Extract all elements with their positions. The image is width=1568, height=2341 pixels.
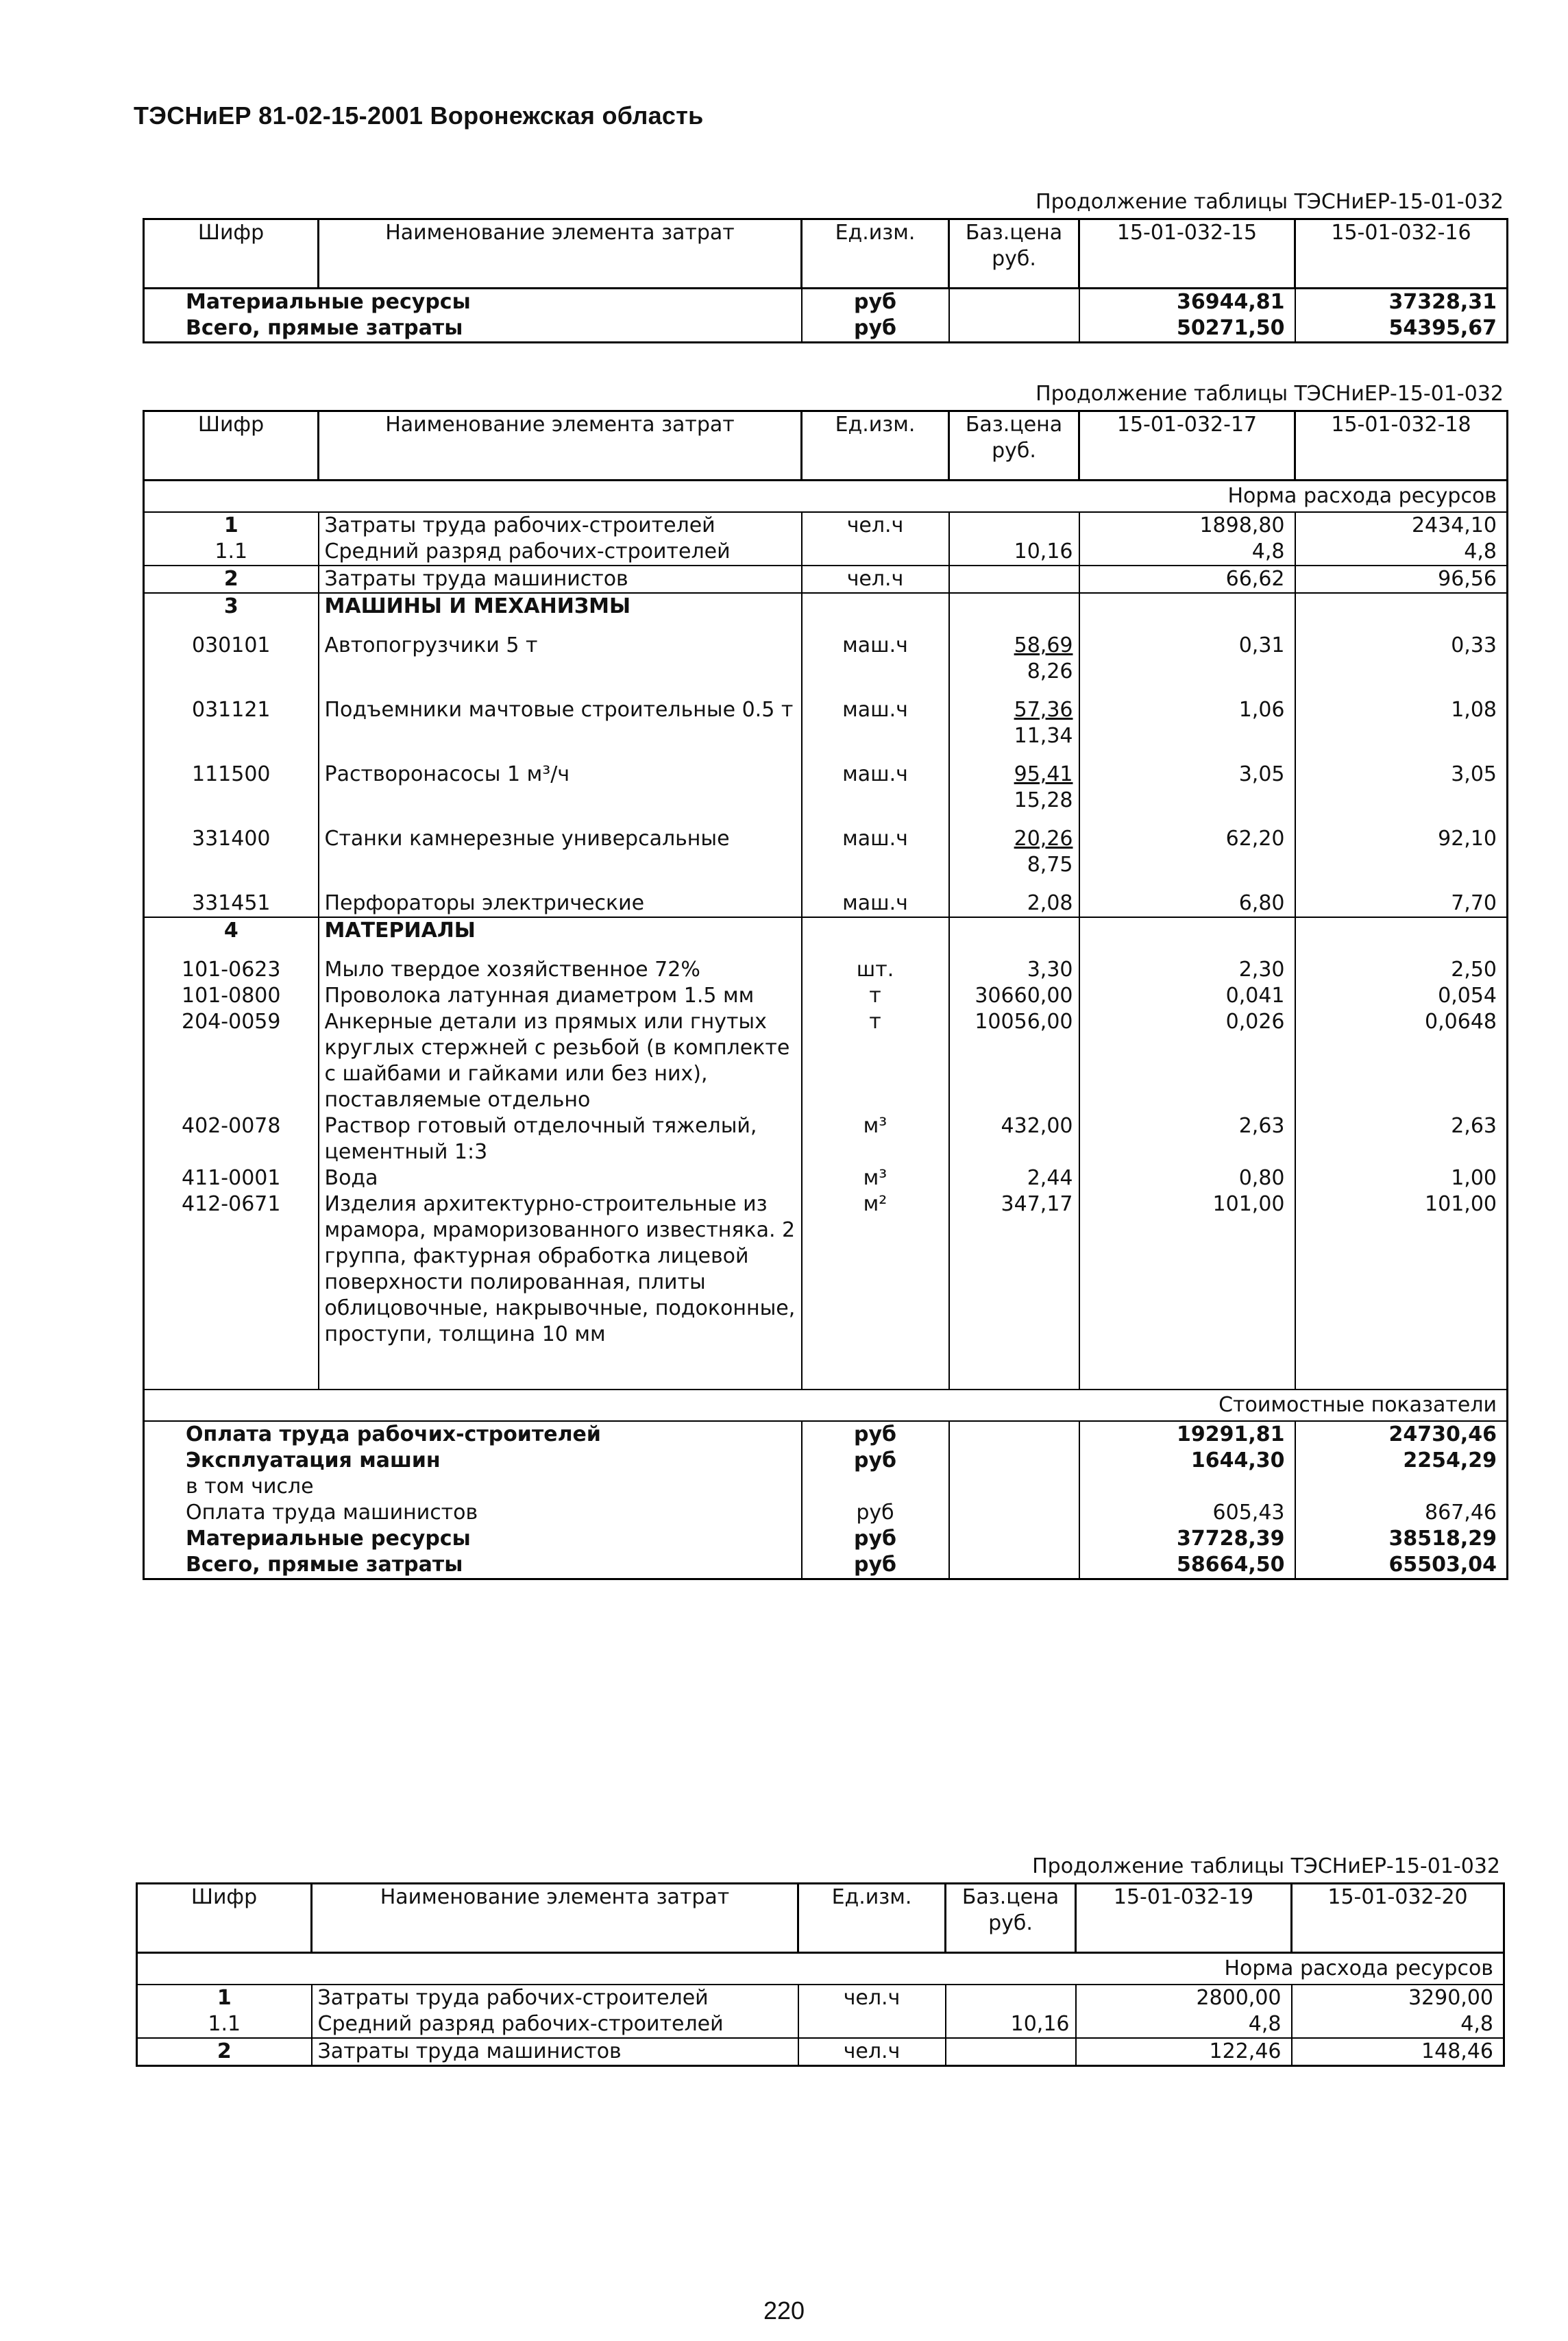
cell-unit: маш.ч: [802, 890, 949, 917]
resource-row: [144, 1113, 1508, 1165]
cell-price: [949, 1191, 1079, 1348]
summary-value-a: [1079, 1474, 1295, 1500]
cell-code: 3: [144, 593, 319, 633]
cell-value-b: 96,56: [1295, 566, 1508, 593]
summary-price: [949, 1552, 1079, 1579]
cell-name: Затраты труда машинистов: [312, 2038, 798, 2066]
cell-value-a: 0,31: [1079, 633, 1295, 697]
cell-price: [946, 2038, 1076, 2066]
cell-name: Затраты труда рабочих-строителей: [312, 1985, 798, 2011]
cell-price: [949, 983, 1079, 1009]
cell-price: [949, 762, 1079, 826]
summary-row: [144, 1421, 1508, 1448]
summary-name: Всего, прямые затраты: [186, 316, 463, 340]
cell-unit: маш.ч: [802, 633, 949, 697]
cell-value-a: 101,00: [1079, 1191, 1295, 1348]
summary-name: Материальные ресурсы: [186, 1527, 471, 1551]
cell-code: 101-0623: [182, 958, 281, 982]
cell-value-b: 3,05: [1295, 762, 1508, 826]
cell-code: 2: [137, 2038, 312, 2066]
resource-row: [144, 633, 1508, 697]
summary-value-b: 867,46: [1295, 1500, 1508, 1526]
cell-price: [949, 917, 1079, 957]
section-heading-row: [144, 593, 1508, 633]
cell-price: [949, 633, 1079, 697]
summary-value-b: [1295, 1474, 1508, 1500]
cell-code: 030101: [191, 633, 271, 657]
cell-value-a: 0,80: [1079, 1165, 1295, 1191]
col-header-name: Наименование элемента затрат: [319, 411, 802, 481]
cell-code: 1: [217, 1986, 232, 2010]
cell-price: [949, 697, 1079, 762]
cell-unit: чел.ч: [802, 566, 949, 593]
price-machinist-wage: 8,26: [1027, 659, 1073, 683]
cell-value-a: 4,8: [1079, 539, 1295, 566]
col-header-code-b: 15-01-032-18: [1295, 411, 1508, 481]
summary-unit: руб: [802, 1552, 949, 1579]
page-number: 220: [763, 2296, 805, 2325]
cell-value-a: 2,30: [1079, 957, 1295, 983]
summary-value-b: 24730,46: [1295, 1421, 1508, 1448]
cell-name: Перфораторы электрические: [319, 890, 802, 917]
summary-name: Эксплуатация машин: [186, 1448, 441, 1472]
summary-row: [144, 315, 1508, 343]
cell-value-b: 4,8: [1295, 539, 1508, 566]
cell-code: 331451: [191, 891, 271, 915]
cell-code: 204-0059: [182, 1010, 281, 1034]
cell-value-b: 0,054: [1295, 983, 1508, 1009]
price-value: 2,44: [1027, 1166, 1073, 1190]
cell-value-b: 0,33: [1295, 633, 1508, 697]
cell-name: Анкерные детали из прямых или гнутых круглых стержней с резьбой (в комплекте с шайбами и гайками или без них), поставляемые отдельно: [319, 1009, 802, 1113]
cell-value-a: 1898,80: [1079, 512, 1295, 539]
cell-unit: м³: [802, 1165, 949, 1191]
price-value: 3,30: [1027, 958, 1073, 982]
cost-label: Стоимостные показатели: [144, 1390, 1508, 1421]
col-header-price: Баз.цена руб.: [949, 219, 1079, 289]
cell-value-a: 1,06: [1079, 697, 1295, 762]
summary-value-b: 2254,29: [1295, 1448, 1508, 1474]
resource-row: [144, 512, 1508, 539]
summary-name: Материальные ресурсы: [144, 289, 802, 316]
cell-value-b: 148,46: [1292, 2038, 1504, 2066]
cell-unit: [802, 593, 949, 633]
cell-unit: м²: [802, 1191, 949, 1348]
table-2: [143, 410, 1508, 1580]
cell-unit: шт.: [802, 957, 949, 983]
cell-unit: т: [802, 983, 949, 1009]
col-header-code-b: 15-01-032-16: [1295, 219, 1508, 289]
summary-value-b: 54395,67: [1295, 315, 1508, 343]
cell-name: Вода: [319, 1165, 802, 1191]
summary-unit: руб: [802, 289, 949, 316]
cell-price: [949, 1165, 1079, 1191]
cell-value-b: 2,63: [1295, 1113, 1508, 1165]
cell-value-a: 2800,00: [1076, 1985, 1292, 2011]
summary-row: [144, 289, 1508, 316]
price-machinist-wage: 15,28: [1014, 788, 1073, 812]
cell-price: [946, 1985, 1076, 2011]
cell-code: 402-0078: [182, 1114, 281, 1138]
summary-unit: руб: [802, 1526, 949, 1552]
price-value: 2,08: [1027, 891, 1073, 915]
col-header-unit: Ед.изм.: [798, 1884, 946, 1953]
resource-row: [144, 539, 1508, 566]
cell-code: 4: [144, 917, 319, 957]
cell-value-a: 122,46: [1076, 2038, 1292, 2066]
price-value: 347,17: [1001, 1192, 1073, 1216]
cell-name: Раствор готовый отделочный тяжелый, цементный 1:3: [319, 1113, 802, 1165]
cell-price: [949, 1113, 1079, 1165]
summary-price: [949, 1500, 1079, 1526]
cell-value-b: [1295, 917, 1508, 957]
cell-name: Станки камнерезные универсальные: [319, 826, 802, 890]
cell-code: 1.1: [215, 539, 248, 563]
cell-price: [949, 890, 1079, 917]
norm-label: Норма расхода ресурсов: [137, 1953, 1504, 1985]
cell-unit: маш.ч: [802, 762, 949, 826]
cell-name: Затраты труда машинистов: [319, 566, 802, 593]
summary-price: [949, 1526, 1079, 1552]
price-value: 432,00: [1001, 1114, 1073, 1138]
table-3-block: [136, 1851, 1503, 2067]
summary-unit: руб: [802, 1500, 949, 1526]
cell-value-b: 4,8: [1292, 2011, 1504, 2038]
cell-unit: маш.ч: [802, 697, 949, 762]
cell-code: 101-0800: [182, 984, 281, 1008]
cell-value-b: 1,08: [1295, 697, 1508, 762]
resource-row: [137, 2011, 1504, 2038]
cell-name: Средний разряд рабочих-строителей: [312, 2011, 798, 2038]
resource-row: [144, 762, 1508, 826]
summary-value-a: 37728,39: [1079, 1526, 1295, 1552]
cell-code: 331400: [191, 827, 271, 851]
cell-name: Подъемники мачтовые строительные 0.5 т: [319, 697, 802, 762]
col-header-code-b: 15-01-032-20: [1292, 1884, 1504, 1953]
cell-price: [949, 1009, 1079, 1113]
cell-unit: т: [802, 1009, 949, 1113]
summary-name: Всего, прямые затраты: [186, 1553, 463, 1577]
resource-row: [144, 983, 1508, 1009]
col-header-code-a: 15-01-032-17: [1079, 411, 1295, 481]
summary-name: в том числе: [186, 1475, 314, 1499]
summary-value-a: 605,43: [1079, 1500, 1295, 1526]
resource-row: [144, 566, 1508, 593]
cell-unit: чел.ч: [798, 1985, 946, 2011]
summary-price: [949, 289, 1079, 316]
cell-code: 412-0671: [182, 1192, 281, 1216]
summary-value-a: 58664,50: [1079, 1552, 1295, 1579]
col-header-price: Баз.цена руб.: [949, 411, 1079, 481]
summary-unit: руб: [802, 1448, 949, 1474]
resource-row: [144, 697, 1508, 762]
cell-value-a: [1079, 593, 1295, 633]
resource-row: [144, 826, 1508, 890]
resource-row: [144, 957, 1508, 983]
cell-value-b: 3290,00: [1292, 1985, 1504, 2011]
col-header-name: Наименование элемента затрат: [319, 219, 802, 289]
resource-row: [137, 1985, 1504, 2011]
price-value: 30660,00: [975, 984, 1073, 1008]
price-value: 10,16: [1010, 2012, 1070, 2036]
cell-code: 1.1: [208, 2012, 241, 2036]
summary-row: [144, 1552, 1508, 1579]
cell-price: [949, 512, 1079, 539]
table-2-block: [143, 378, 1506, 1580]
summary-row: [144, 1526, 1508, 1552]
cell-value-b: 7,70: [1295, 890, 1508, 917]
price-machinist-wage: 8,75: [1027, 853, 1073, 877]
summary-row: [144, 1474, 1508, 1500]
cell-price: [949, 539, 1079, 566]
col-header-code-a: 15-01-032-15: [1079, 219, 1295, 289]
summary-value-b: 37328,31: [1295, 289, 1508, 316]
price-value: 20,26: [1014, 827, 1073, 851]
col-header-code: Шифр: [144, 411, 319, 481]
summary-unit: руб: [802, 315, 949, 343]
table-caption: Продолжение таблицы ТЭСНиЕР-15-01-032: [1036, 382, 1504, 406]
summary-value-a: 1644,30: [1079, 1448, 1295, 1474]
col-header-code: Шифр: [137, 1884, 312, 1953]
cell-price: [949, 957, 1079, 983]
cell-name: Затраты труда рабочих-строителей: [319, 512, 802, 539]
summary-unit: руб: [802, 1421, 949, 1448]
resource-row: [137, 2038, 1504, 2066]
cell-value-b: 0,0648: [1295, 1009, 1508, 1113]
cell-value-a: 2,63: [1079, 1113, 1295, 1165]
cell-value-a: 0,041: [1079, 983, 1295, 1009]
price-value: 10,16: [1014, 539, 1073, 563]
cell-name: МАШИНЫ И МЕХАНИЗМЫ: [319, 593, 802, 633]
cell-price: [949, 593, 1079, 633]
cell-name: Растворонасосы 1 м³/ч: [319, 762, 802, 826]
resource-row: [144, 890, 1508, 917]
cell-value-a: [1079, 917, 1295, 957]
price-value: 57,36: [1014, 698, 1073, 722]
table-caption: Продолжение таблицы ТЭСНиЕР-15-01-032: [1032, 1854, 1500, 1878]
cell-value-b: 2,50: [1295, 957, 1508, 983]
section-heading-row: [144, 917, 1508, 957]
cell-name: Мыло твердое хозяйственное 72%: [319, 957, 802, 983]
col-header-unit: Ед.изм.: [802, 411, 949, 481]
cell-value-b: 92,10: [1295, 826, 1508, 890]
col-header-unit: Ед.изм.: [802, 219, 949, 289]
cell-name: Автопогрузчики 5 т: [319, 633, 802, 697]
resource-row: [144, 1191, 1508, 1348]
col-header-code-a: 15-01-032-19: [1076, 1884, 1292, 1953]
summary-value-b: 65503,04: [1295, 1552, 1508, 1579]
cell-name: Изделия архитектурно-строительные из мрамора, мраморизованного известняка. 2 группа, фактурная обработка лицевой поверхности полированная, плиты облицовочные, накрывочные, подоконные, проступи, толщина 10 мм: [319, 1191, 802, 1348]
summary-price: [949, 315, 1079, 343]
cell-value-a: 6,80: [1079, 890, 1295, 917]
resource-row: [144, 1009, 1508, 1113]
cell-unit: чел.ч: [798, 2038, 946, 2066]
summary-unit: [802, 1474, 949, 1500]
cell-unit: маш.ч: [802, 826, 949, 890]
col-header-code: Шифр: [144, 219, 319, 289]
cell-code: 1: [223, 513, 238, 537]
cell-unit: [798, 2011, 946, 2038]
cell-price: [946, 2011, 1076, 2038]
cell-name: Проволока латунная диаметром 1.5 мм: [319, 983, 802, 1009]
cell-unit: [802, 917, 949, 957]
cell-value-a: 66,62: [1079, 566, 1295, 593]
summary-price: [949, 1448, 1079, 1474]
summary-price: [949, 1474, 1079, 1500]
col-header-price: Баз.цена руб.: [946, 1884, 1076, 1953]
cell-value-a: 4,8: [1076, 2011, 1292, 2038]
cell-value-b: 101,00: [1295, 1191, 1508, 1348]
table-1: [143, 218, 1508, 343]
cell-code: 2: [144, 566, 319, 593]
summary-value-a: 36944,81: [1079, 289, 1295, 316]
price-value: 95,41: [1014, 762, 1073, 786]
cell-value-b: [1295, 593, 1508, 633]
cell-value-a: 0,026: [1079, 1009, 1295, 1113]
cell-code: 031121: [191, 698, 271, 722]
summary-value-b: 38518,29: [1295, 1526, 1508, 1552]
summary-row: [144, 1500, 1508, 1526]
summary-value-a: 50271,50: [1079, 315, 1295, 343]
table-1-block: [143, 186, 1506, 343]
cell-unit: чел.ч: [802, 512, 949, 539]
summary-row: [144, 1448, 1508, 1474]
summary-name: Оплата труда рабочих-строителей: [144, 1421, 802, 1448]
summary-value-a: 19291,81: [1079, 1421, 1295, 1448]
cell-unit: [802, 539, 949, 566]
cell-value-b: 2434,10: [1295, 512, 1508, 539]
cell-name: МАТЕРИАЛЫ: [319, 917, 802, 957]
summary-name: Оплата труда машинистов: [186, 1501, 478, 1525]
price-machinist-wage: 11,34: [1014, 724, 1073, 748]
cell-price: [949, 826, 1079, 890]
summary-price: [949, 1421, 1079, 1448]
cell-code: 111500: [191, 762, 271, 786]
cell-value-a: 3,05: [1079, 762, 1295, 826]
col-header-name: Наименование элемента затрат: [312, 1884, 798, 1953]
cell-price: [949, 566, 1079, 593]
cell-value-b: 1,00: [1295, 1165, 1508, 1191]
price-value: 10056,00: [975, 1010, 1073, 1034]
cell-unit: м³: [802, 1113, 949, 1165]
price-value: 58,69: [1014, 633, 1073, 657]
resource-row: [144, 1165, 1508, 1191]
table-3: [136, 1882, 1505, 2067]
cell-value-a: 62,20: [1079, 826, 1295, 890]
page-header: ТЭСНиЕР 81-02-15-2001 Воронежская область: [134, 101, 704, 130]
norm-label: Норма расхода ресурсов: [144, 481, 1508, 513]
cell-name: Средний разряд рабочих-строителей: [319, 539, 802, 566]
cell-code: 411-0001: [182, 1166, 281, 1190]
table-caption: Продолжение таблицы ТЭСНиЕР-15-01-032: [1036, 190, 1504, 214]
